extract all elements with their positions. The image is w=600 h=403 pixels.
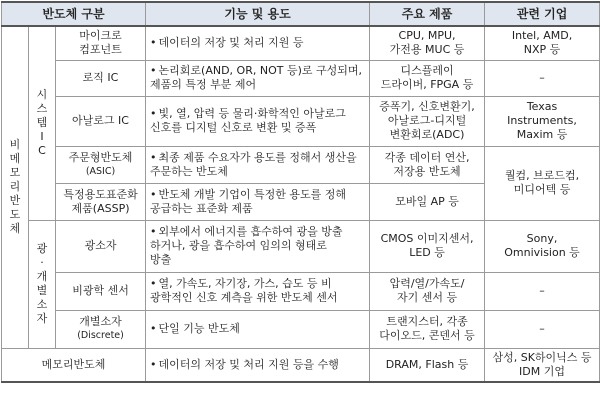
row-products: DRAM, Flash 등 <box>370 348 485 382</box>
row-companies: 삼성, SK하이닉스 등 IDM 기업 <box>485 348 600 382</box>
row-function: • 데이터의 저장 및 처리 지원 등 <box>146 26 370 60</box>
row-function: • 빛, 열, 압력 등 물리·화학적인 아날로그 신호를 디지털 신호로 변환 및 증폭 <box>146 96 370 146</box>
header-row <box>2 2 600 26</box>
row-products: 각종 데이터 연산, 저장용 반도체 <box>370 146 485 183</box>
row-subcategory: 특정용도표준화 제품(ASSP) <box>56 183 146 220</box>
table-row <box>2 310 600 348</box>
row-function: • 반도체 개발 기업이 특정한 용도를 정해 공급하는 표준화 제품 <box>146 183 370 220</box>
row-function: • 논리회로(AND, OR, NOT 등)로 구성되며, 제품의 특정 부분 제어 <box>146 60 370 96</box>
bullet-icon: • <box>150 277 157 290</box>
bullet-icon: • <box>150 187 157 201</box>
header-products: 주요 제품 <box>370 2 485 26</box>
row-function: • 외부에서 에너지를 흡수하여 광을 방출 하거나, 광을 흡수하여 임의의 형태로 방출 <box>146 220 370 272</box>
bullet-icon: • <box>150 225 157 238</box>
row-companies: Intel, AMD, NXP 등 <box>485 26 600 60</box>
system-ic-label: 시 스 템 I C <box>29 26 56 220</box>
bullet-icon: • <box>150 36 157 50</box>
row-products: CMOS 이미지센서, LED 등 <box>370 220 485 272</box>
row-products: CPU, MPU, 가전용 MUC 등 <box>370 26 485 60</box>
row-subcategory: 마이크로 컴포넌트 <box>56 26 146 60</box>
row-function: • 열, 가속도, 자기장, 가스, 습도 등 비 광학적인 신호 계측을 위한 반도체 센서 <box>146 272 370 310</box>
opto-discrete-label: 광 · 개 별 소 자 <box>29 220 56 348</box>
bullet-icon: • <box>150 357 157 371</box>
header-category: 반도체 구분 <box>2 2 146 26</box>
memory-label: 메모리반도체 <box>2 348 146 382</box>
header-companies: 관련 기업 <box>485 2 600 26</box>
bullet-icon: • <box>150 150 157 164</box>
row-companies: – <box>485 60 600 96</box>
row-subcategory: 로직 IC <box>56 60 146 96</box>
row-function: • 단일 기능 반도체 <box>146 310 370 348</box>
row-companies: Sony, Omnivision 등 <box>485 220 600 272</box>
header-function: 기능 및 용도 <box>146 2 370 26</box>
row-products: 트랜지스터, 각종 다이오드, 콘덴서 등 <box>370 310 485 348</box>
row-products: 증폭기, 신호변환기, 아날로그-디지털 변환회로(ADC) <box>370 96 485 146</box>
bullet-icon: • <box>150 107 157 120</box>
table-row <box>2 26 600 60</box>
row-subcategory: 주문형반도체 (ASIC) <box>56 146 146 183</box>
bullet-icon: • <box>150 322 157 335</box>
row-companies: – <box>485 310 600 348</box>
row-companies: – <box>485 272 600 310</box>
row-subcategory: 아날로그 IC <box>56 96 146 146</box>
row-subcategory: 비광학 센서 <box>56 272 146 310</box>
row-function: • 데이터의 저장 및 처리 지원 등을 수행 <box>146 348 370 382</box>
table-row <box>2 96 600 146</box>
bullet-icon: • <box>150 64 157 77</box>
table-row <box>2 146 600 183</box>
table-row-memory <box>2 348 600 382</box>
non-memory-label: 비 메 모 리 반 도 체 <box>2 26 29 348</box>
row-products: 압력/열/가속도/ 자기 센서 등 <box>370 272 485 310</box>
table-row <box>2 272 600 310</box>
table-row <box>2 220 600 272</box>
row-subcategory: 광소자 <box>56 220 146 272</box>
row-subcategory: 개별소자 (Discrete) <box>56 310 146 348</box>
row-products: 디스플레이 드라이버, FPGA 등 <box>370 60 485 96</box>
row-products: 모바일 AP 등 <box>370 183 485 220</box>
row-companies: Texas Instruments, Maxim 등 <box>485 96 600 146</box>
row-companies: 퀄컴, 브로드컴, 미디어텍 등 <box>485 146 600 220</box>
table-row <box>2 60 600 96</box>
semiconductor-table <box>1 1 600 383</box>
row-function: • 최종 제품 수요자가 용도를 정해서 생산을 주문하는 반도체 <box>146 146 370 183</box>
